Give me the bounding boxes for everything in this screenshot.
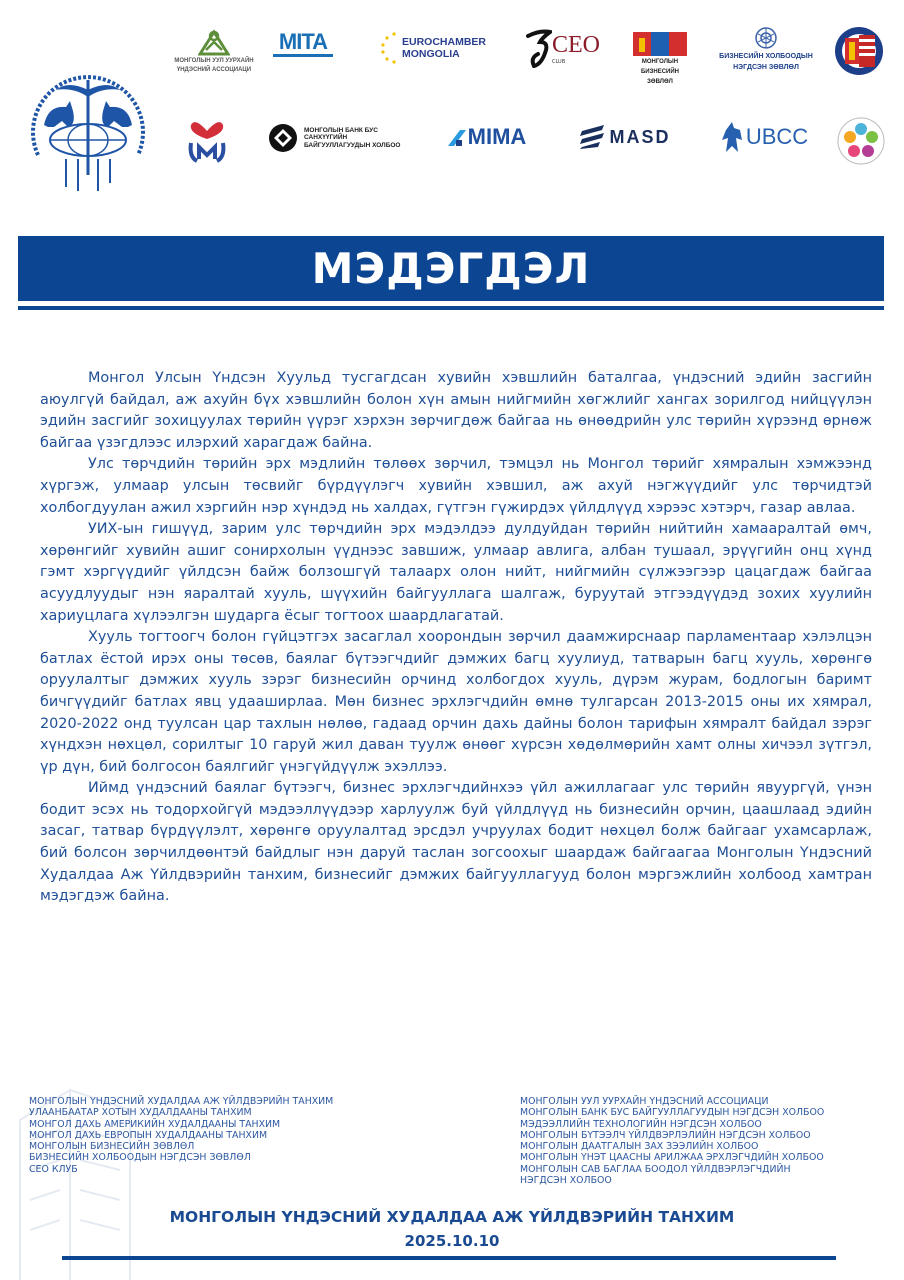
mongolian-business-council-logo [630, 28, 690, 90]
ceo-club-label: CLUB [552, 58, 566, 65]
title-banner [18, 236, 884, 301]
bcu-caption-1: БИЗНЕСИЙН ХОЛБООДЫН [719, 52, 813, 60]
ceo-club-logo [520, 24, 606, 72]
mbc-caption-2: БИЗНЕСИЙН [640, 69, 679, 76]
signatory-item: НЭГДСЭН ХОЛБОО [520, 1175, 612, 1187]
rider-silhouette-icon [720, 120, 744, 154]
mita-wordmark: MITA [278, 29, 328, 54]
signatory-item: МОНГОЛЫН ҮНДЭСНИЙ ХУДАЛДАА АЖ ҮЙЛДВЭРИЙН ТАНХИМ [29, 1096, 334, 1107]
ceo-wordmark: CEO [552, 31, 600, 58]
title-underline-divider [18, 306, 884, 310]
mita-underline [273, 54, 333, 57]
page-title: МЭДЭГДЭЛ [311, 244, 591, 293]
eu-stars-icon [380, 31, 402, 65]
masd-logo [558, 122, 690, 152]
signatory-item: УЛААНБААТАР ХОТЫН ХУДАЛДААНЫ ТАНХИМ [29, 1107, 252, 1119]
paragraph-1: Монгол Улсын Үндсэн Хуульд тусгагдсан хувийн хэвшлийн баталгаа, үндэсний эдийн засгийн аюулгүй байдал, аж ахуйн бүх хэвшлийн болон хүн амын нийгмийн хөгжлийг хангах зорилгод нийцүүлэн эдийн засгийг зохицуулах төрийн үүрэг хэрхэн зөрчигдөж байгаа нь өнөөдрийн улс төрийн хүрээнд өрнөж байгаа үзэгдлээс илэрхий харагдаж байна. [40, 370, 872, 451]
nbfi-caption-2: САНХҮҮГИЙН [304, 134, 348, 142]
business-associations-council-logo [708, 26, 824, 72]
signatory-item: БИЗНЕСИЙН ХОЛБООДЫН НЭГДСЭН ЗӨВЛӨЛ [29, 1152, 251, 1164]
signatory-item: МОНГОЛЫН БАНК БУС БАЙГУУЛЛАГУУДЫН НЭГДСЭН ХОЛБОО [520, 1107, 825, 1119]
nbfi-caption-3: БАЙГУУЛЛАГУУДЫН ХОЛБОО [304, 141, 401, 149]
masd-stripes-icon [578, 125, 606, 149]
footer-divider [62, 1256, 836, 1260]
nbfi-caption-1: МОНГОЛЫН БАНК БУС [304, 126, 378, 134]
ubcc-wordmark: UBCC [745, 124, 809, 149]
mita-logo [270, 26, 336, 62]
knot-emblem-icon [754, 26, 778, 50]
ubcc-logo [716, 118, 812, 156]
mbc-caption-1: МОНГОЛЫН [641, 59, 679, 66]
women-business-association-logo [172, 108, 242, 170]
paragraph-2: Улс төрчдийн төрийн эрх мэдлийн төлөөх зөрчил, тэмцэл нь Монгол төрийг хямралын хэмжээнд хүргэж, улмаар улсын төсвийг бүрдүүлэгч хувийн хэвшил, аж ахуй нэгжүүдийг улс төрчидтэй холбогдуулан ажил хэргийн нэр хүндэд нь халдах, гүтгэн гүжирдэх үйлдлүүд хэрээс хэтэрч, газар авлаа. [40, 456, 872, 516]
eurochamber-line-2: MONGOLIA [402, 48, 460, 60]
signatory-item: МОНГОЛЫН ДААТГАЛЫН ЗАХ ЗЭЭЛИЙН ХОЛБОО [520, 1141, 759, 1153]
masd-wordmark: MASD [609, 126, 671, 147]
ceo-brush-icon [526, 28, 552, 68]
eurochamber-logo [378, 28, 488, 68]
mima-logo [434, 122, 538, 152]
statement-body [40, 368, 872, 908]
signatory-item: МОНГОЛ ДАХЬ ЕВРОПЫН ХУДАЛДААНЫ ТАНХИМ [29, 1129, 268, 1141]
signatory-item: МЭДЭЭЛЛИЙН ТЕХНОЛОГИЙН НЭГДСЭН ХОЛБОО [520, 1118, 762, 1130]
mongolian-flag-icon [633, 32, 687, 56]
signatories-right-list [520, 1096, 900, 1186]
signatory-item: МОНГОЛЫН САВ БАГЛАА БООДОЛ ҮЙЛДВЭРЛЭГЧДИЙН [520, 1163, 791, 1175]
footer-organization: МОНГОЛЫН ҮНДЭСНИЙ ХУДАЛДАА АЖ ҮЙЛДВЭРИЙН ТАНХИМ [169, 1208, 735, 1226]
amcham-mongolia-seal-icon [834, 26, 884, 76]
signatory-item: МОНГОЛ ДАХЬ АМЕРИКИЙН ХУДАЛДААНЫ ТАНХИМ [29, 1118, 281, 1130]
chamber-seal-logo [18, 55, 158, 195]
signatory-item: СЕО КЛУБ [29, 1163, 78, 1175]
mima-wordmark: MIMA [467, 124, 527, 149]
mining-caption-2: ҮНДЭСНИЙ АССОЦИАЦИ [176, 67, 252, 73]
signatory-item: МОНГОЛЫН ҮНЭТ ЦААСНЫ АРИЛЖАА ЭРХЛЭГЧДИЙН ХОЛБОО [520, 1152, 824, 1164]
nbfi-association-logo [268, 120, 418, 156]
mima-slash-icon [446, 126, 468, 148]
heart-m-emblem-icon [185, 113, 229, 165]
signatories-left-list [29, 1096, 429, 1175]
signatory-item: МОНГОЛЫН УУЛ УУРХАЙН ҮНДЭСНИЙ АССОЦИАЦИ [520, 1096, 769, 1107]
paragraph-3: УИХ-ын гишүүд, зарим улс төрчдийн эрх мэдэлдээ дулдуйдан төрийн нийтийн хамааралтай өмч, хөрөнгийг хувийн ашиг сонирхолын үүднээс завшиж, улмаар авлига, албан тушаал, эрүүгийн онц хүнд гэмт хэргүүдийг үйлдсэн байж болзошгүй талаарх олон нийт, нийгмийн сүлжээгээр цацагдаж байгаа асуудлуудыг нэн яаралтай хууль, шүүхийн байгууллага шалгаж, буруутай этгээдүүдэд зохих хуулийн хариуцлага хүлээлгэн шударга ёсыг тогтоох шаардлагатай. [40, 521, 872, 624]
paragraph-4: Хууль тогтоогч болон гүйцэтгэх засаглал хоорондын зөрчил даамжирснаар парламентаар хэлэлцэн батлах ёстой ирэх оны төсөв, баялаг бүтээгчдийг дэмжих багц хуулиуд, татварын багц хууль, хөрөнгө оруулалтыг дэмжих хууль зэрэг бизнесийн орчинд холбогдох хууль, дүрэм журам, бодлогын баримт бичгүүдийг батлах явц удааширлаа. Мөн бизнес эрхлэгчдийн өмнө тулгарсан 2013-2015 оны их хямрал, 2020-2022 онд туулсан цар тахлын нөлөө, гадаад орчин дахь дайны болон тарифын хямралт байдал зэрэг хүндхэн нөхцөл, сорилтыг 10 гаруй жил даван туулж өнөөг хүрсэн хөдөлмөрийн хамт олны хичээл зүтгэл, үр дүн, бий болгосон баялгийг үнэгүйдүүлж эхэллээ. [40, 629, 872, 775]
mining-knot-icon [198, 28, 230, 56]
paragraph-5: Иймд үндэсний баялаг бүтээгч, бизнес эрхлэгчдийнхээ үйл ажиллагааг улс төрийн явуургүй, үнэн бодит эсэх нь тодорхойгүй мэдээллүүдээр харлуулж буй үйлдлүүд нь бизнесийн орчин, цаашлаад эдийн засаг, татвар бүрдүүлэлт, хөрөнгө оруулалтад эрсдэл учруулах бодит нөхцөл болж байгааг ухамсарлаж, бий болсон зөрчилдөөнтэй байдлыг нэн даруй таслан зогсоохыг шаардаж байгаагаа Монголын Үндэсний Худалдаа Аж Үйлдвэрийн танхим, бизнесийг дэмжих байгууллагууд болон мэргэжлийн холбоод хамтран мэдэгдэж байна. [40, 780, 872, 905]
mining-association-logo [168, 26, 260, 76]
globe-diamond-icon [268, 123, 298, 153]
signatory-item: МОНГОЛЫН БҮТЭЭЛЧ ҮЙЛДВЭРЛЭЛИЙН НЭГДСЭН ХОЛБОО [520, 1129, 811, 1141]
mining-caption-1: МОНГОЛЫН УУЛ УУРХАЙН [174, 58, 254, 65]
signatory-item: МОНГОЛЫН БИЗНЕСИЙН ЗӨВЛӨЛ [29, 1141, 195, 1153]
eurochamber-line-1: EUROCHAMBER [402, 36, 486, 48]
colorful-star-emblem-icon [836, 116, 886, 166]
bcu-caption-2: НЭГДСЭН ЗӨВЛӨЛ [733, 63, 799, 71]
mbc-caption-3: ЗӨВЛӨЛ [647, 78, 673, 85]
footer-date: 2025.10.10 [404, 1232, 500, 1250]
